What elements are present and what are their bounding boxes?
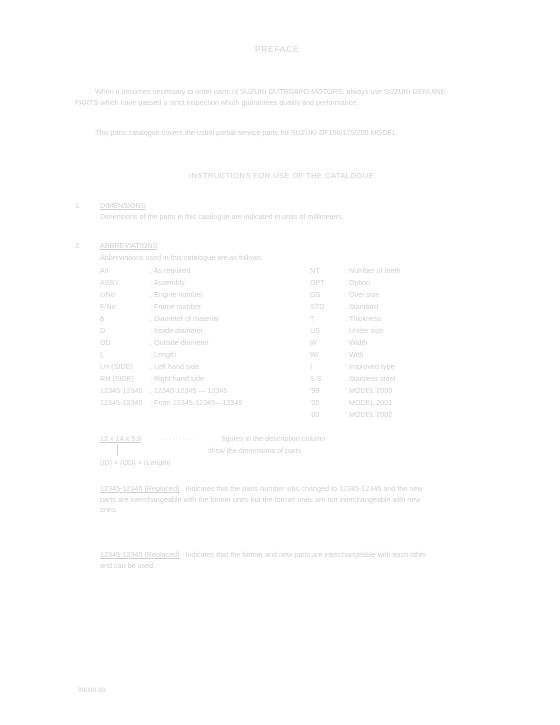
abbr-code: '00 [310, 398, 320, 407]
abbr-meaning: : From 12345-12345—12345 [150, 398, 243, 407]
abbr-code: '99 [310, 386, 320, 395]
abbr-meaning: : Frame number [150, 302, 202, 311]
abbr-code: STD [310, 302, 325, 311]
abbr-code: 12345-12345 [100, 386, 143, 395]
preface-paragraph-2: This parts catalogue covers the usual partial service parts for SUZUKI DF150/175/200 MODEL. [95, 128, 399, 137]
instructions-title: INSTRUCTIONS FOR USE OF THE CATALOGUE [189, 171, 375, 180]
section-2-number: 2. [75, 241, 81, 250]
abbr-meaning: : Width [345, 338, 368, 347]
note-2-tag: 12345-12345 (Replaced) [100, 550, 180, 559]
abbr-meaning: : Right hand side [150, 374, 204, 383]
dimension-example: 12 x 14 x 5.8 [100, 434, 142, 443]
abbr-meaning: : Inside diameter [150, 326, 204, 335]
abbr-meaning: : Stainless steel [345, 374, 396, 383]
abbr-meaning: : Thickness [345, 314, 382, 323]
abbr-code: '00 [310, 410, 320, 419]
abbr-meaning: : MODEL 2002 [345, 410, 393, 419]
dimension-leader: ·········· [162, 434, 196, 443]
abbr-code: T [310, 314, 315, 323]
abbr-meaning: : MODEL 2000 [345, 386, 393, 395]
abbr-code: D [100, 326, 106, 335]
abbr-code: I [310, 362, 312, 371]
abbr-meaning: : 12345-12345 — 12345 [150, 386, 228, 395]
dimension-bracket [117, 444, 118, 456]
abbr-meaning: : Standard [345, 302, 379, 311]
abbr-code: F/No [100, 302, 116, 311]
abbr-meaning: : Length [150, 350, 176, 359]
section-1-text: Dimensions of the parts in this catalogue are indicated in units of millimeters. [100, 212, 344, 221]
abbr-code: L [100, 350, 104, 359]
preface-paragraph-1: When it becomes necessary to order parts of SUZUKI OUTBOARD MOTORS, always use SUZUKI GENUINE PARTS which have passed a strict inspection which guarantees quality and performance. [75, 87, 446, 107]
abbr-meaning: : Assembly [150, 278, 185, 287]
dimension-lead-text: figures in the description column [222, 434, 326, 443]
footer-code: 99000-99 [78, 687, 106, 694]
abbr-meaning: : MODEL 2001 [345, 398, 393, 407]
abbr-code: OPT [310, 278, 325, 287]
abbr-meaning: : Left hand side [150, 362, 200, 371]
note-2 [100, 550, 435, 571]
section-1-number: 1. [75, 201, 81, 210]
abbr-code: 12345-12345 [100, 398, 143, 407]
abbr-code: A/I [100, 266, 109, 275]
note-1 [100, 484, 435, 516]
abbr-meaning: : Over size [345, 290, 380, 299]
preface-title: PREFACE [255, 45, 300, 54]
abbr-code: RH (SIDE) [100, 374, 134, 383]
abbr-meaning: : Number of teeth [345, 266, 401, 275]
dimension-parenthesis: (ID) × (OD) × (Length) [100, 458, 171, 467]
abbr-code: S.S [310, 374, 322, 383]
abbr-meaning: : As required [150, 266, 191, 275]
abbr-meaning: : Under size [345, 326, 384, 335]
abbr-meaning: : Engine number [150, 290, 203, 299]
abbr-code: NT [310, 266, 320, 275]
abbr-meaning: : Option [345, 278, 371, 287]
abbr-code: US [310, 326, 320, 335]
dimension-description: show the dimensions of parts [208, 446, 302, 455]
abbr-code: ASSY [100, 278, 120, 287]
section-1-heading: DIMENSIONS [100, 201, 146, 210]
abbr-code: OS [310, 290, 321, 299]
abbr-code: LH (SIDE) [100, 362, 133, 371]
abbr-code: ϕ [100, 314, 105, 323]
note-2-text: : Indicates that the former and new parts are interchangeable with each other and can be used. [100, 550, 427, 570]
abbr-code: W/ [310, 350, 319, 359]
abbr-code: OD [100, 338, 111, 347]
abbr-meaning: : Outside diameter [150, 338, 209, 347]
abbr-code: W [310, 338, 317, 347]
abbr-meaning: : Diameter of material [150, 314, 219, 323]
abbr-meaning: : With [345, 350, 364, 359]
section-2-heading: ABBREVIATIONS [100, 241, 158, 250]
section-2-text: Abbreviations used in this catalogue are as follows. [100, 253, 264, 262]
abbr-code: c/No [100, 290, 115, 299]
abbr-meaning: : Improved type [345, 362, 395, 371]
note-1-text: : Indicates that the parts number was changed to 12345-12345 and the new parts are interchangeable with the former ones but the former ones are not interchangeable with new ones. [100, 484, 423, 514]
note-1-tag: 12345-12345 (Replaced) [100, 484, 180, 493]
